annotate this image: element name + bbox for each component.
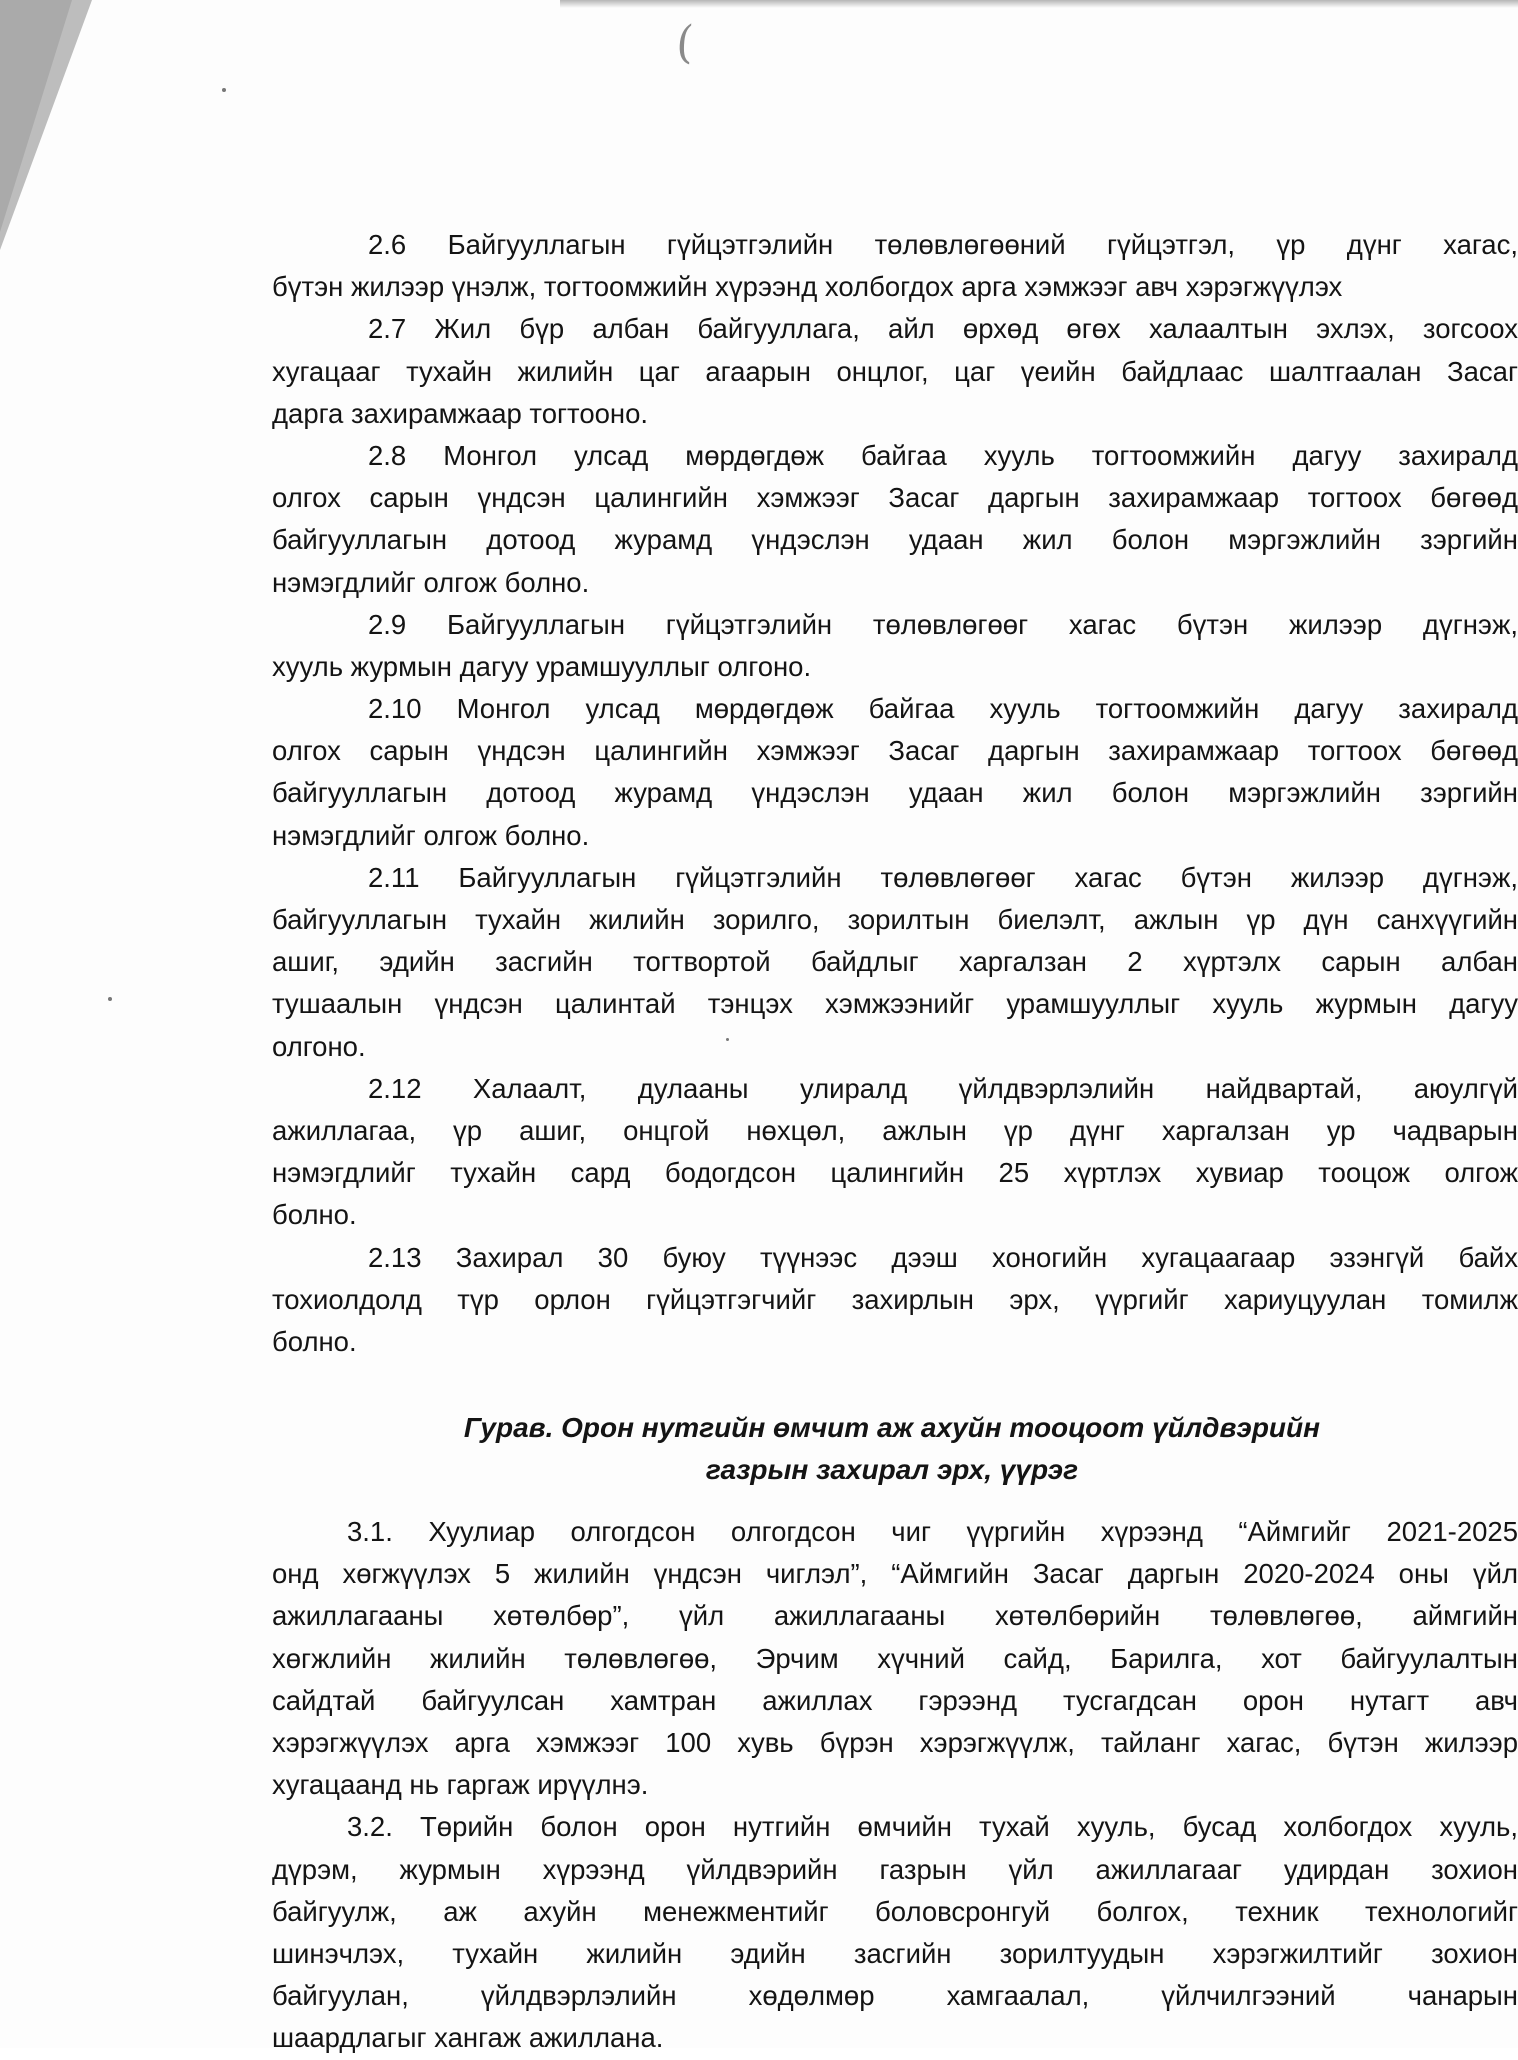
text-line: хөгжлийн жилийн төлөвлөгөө, Эрчим хүчний сайд, Барилга, хот байгуулалтын (272, 1642, 1518, 1674)
paragraph-2-9 (272, 604, 1518, 688)
text-line: ажиллагааны хөтөлбөр”, үйл ажиллагааны хөтөлбөрийн төлөвлөгөө, аймгийн (272, 1600, 1518, 1632)
scan-top-edge (560, 0, 1518, 8)
section-heading (272, 1407, 1518, 1491)
text-line: байгуулан, үйлдвэрлэлийн хөдөлмөр хамгаалал, үйлчилгээний чанарын (272, 1980, 1518, 2012)
text-line: нэмэгдлийг олгож болно. (272, 566, 590, 598)
scan-speck (108, 997, 112, 1001)
text-line: ажиллагаа, үр ашиг, онцгой нөхцөл, ажлын үр дүнг харгалзан ур чадварын (272, 1114, 1518, 1146)
text-line: болно. (272, 1199, 357, 1231)
paragraph-3-1 (272, 1511, 1518, 1806)
text-line: 2.6 Байгууллагын гүйцэтгэлийн төлөвлөгөөний гүйцэтгэл, үр дүнг хагас, (368, 229, 1518, 260)
text-line: нэмэгдлийг олгож болно. (272, 819, 590, 851)
text-line: шинэчлэх, тухайн жилийн эдийн засгийн зорилтуудын хэрэгжилтийг зохион (272, 1937, 1518, 1969)
text-line: тохиолдолд түр орлон гүйцэтгэгчийг захирлын эрх, үүргийг хариуцуулан томилж (272, 1283, 1518, 1315)
text-line: байгууллагын дотоод журамд үндэслэн удаан жил болон мэргэжлийн зэргийн (272, 524, 1518, 556)
text-line: шаардлагыг хангаж ажиллана. (272, 2022, 664, 2054)
text-line: хугацаанд нь гаргаж ирүүлнэ. (272, 1769, 649, 1801)
text-line: болно. (272, 1325, 357, 1357)
pen-mark: ( (672, 17, 697, 70)
paragraph-2-10 (272, 688, 1518, 857)
paragraph-2-8 (272, 435, 1518, 604)
scan-speck (222, 88, 226, 92)
text-line: олгоно. (272, 1030, 366, 1062)
text-line: 2.12 Халаалт, дулааны улиралд үйлдвэрлэлийн найдвартай, аюулгүй (368, 1072, 1518, 1104)
paragraph-3-2 (272, 1806, 1518, 2059)
document-body (272, 224, 1518, 2060)
text-line: дүрэм, журмын хүрээнд үйлдвэрийн газрын үйл ажиллагааг удирдан зохион (272, 1853, 1518, 1885)
text-line: 2.11 Байгууллагын гүйцэтгэлийн төлөвлөгөөг хагас бүтэн жилээр дүгнэж, (368, 861, 1518, 893)
text-line: 3.2. Төрийн болон орон нутгийн өмчийн тухай хууль, бусад холбогдох хууль, (347, 1811, 1518, 1843)
spacer (272, 1363, 1518, 1407)
text-line: дарга захирамжаар тогтооно. (272, 397, 649, 429)
text-line: хугацааг тухайн жилийн цаг агаарын онцлог, цаг үеийн байдлаас шалтгаалан Засаг (272, 355, 1518, 387)
section-heading-line-1: Гурав. Орон нутгийн өмчит аж ахуйн тооцоот үйлдвэрийн (463, 1412, 1321, 1444)
text-line: байгууллагын тухайн жилийн зорилго, зорилтын биелэлт, ажлын үр дүн санхүүгийн (272, 904, 1518, 935)
text-line: тушаалын үндсэн цалинтай тэнцэх хэмжээнийг урамшууллыг хууль журмын дагуу (272, 988, 1518, 1020)
text-line: нэмэгдлийг тухайн сард бодогдсон цалингийн 25 хүртлэх хувиар тооцож олгож (272, 1157, 1518, 1189)
paragraph-2-12 (272, 1068, 1518, 1237)
text-line: 2.13 Захирал 30 буюу түүнээс дээш хоногийн хугацаагаар эзэнгүй байх (368, 1241, 1518, 1273)
paragraph-2-13 (272, 1237, 1518, 1364)
text-line: байгуулж, аж ахуйн менежментийг боловсронгуй болгох, техник технологийг (272, 1895, 1518, 1927)
text-line: хэрэгжүүлэх арга хэмжээг 100 хувь бүрэн хэрэгжүүлж, тайланг хагас, бүтэн жилээр (272, 1727, 1518, 1758)
paragraph-2-11 (272, 857, 1518, 1068)
text-line: 3.1. Хуулиар олгогдсон олгогдсон чиг үүргийн хүрээнд “Аймгийг 2021-2025 (347, 1516, 1518, 1548)
paragraph-2-7 (272, 308, 1518, 435)
text-line: 2.10 Монгол улсад мөрдөгдөж байгаа хууль тогтоомжийн дагуу захиралд (368, 693, 1518, 725)
text-line: ашиг, эдийн засгийн тогтвортой байдлыг харгалзан 2 хүртэлх сарын албан (272, 946, 1518, 978)
text-line: онд хөгжүүлэх 5 жилийн үндсэн чиглэл”, “Аймгийн Засаг даргын 2020-2024 оны үйл (272, 1558, 1518, 1590)
paragraph-2-6 (272, 224, 1518, 308)
text-line: бүтэн жилээр үнэлж, тогтоомжийн хүрээнд холбогдох арга хэмжээг авч хэрэгжүүлэх (272, 271, 1343, 303)
text-line: 2.8 Монгол улсад мөрдөгдөж байгаа хууль тогтоомжийн дагуу захиралд (368, 439, 1518, 471)
text-line: 2.9 Байгууллагын гүйцэтгэлийн төлөвлөгөөг хагас бүтэн жилээр дүгнэж, (368, 608, 1518, 640)
folded-corner-shadow (0, 0, 72, 232)
text-line: сайдтай байгуулсан хамтран ажиллах гэрээнд тусгагдсан орон нутагт авч (272, 1684, 1518, 1716)
text-line: байгууллагын дотоод журамд үндэслэн удаан жил болон мэргэжлийн зэргийн (272, 777, 1518, 809)
text-line: хууль журмын дагуу урамшууллыг олгоно. (272, 650, 812, 682)
section-heading-line-2: газрын захирал эрх, үүрэг (705, 1454, 1079, 1486)
text-line: олгох сарын үндсэн цалингийн хэмжээг Засаг даргын захирамжаар тогтоох бөгөөд (272, 482, 1518, 514)
text-line: 2.7 Жил бүр албан байгууллага, айл өрхөд өгөх халаалтын эхлэх, зогсоох (368, 313, 1518, 345)
text-line: олгох сарын үндсэн цалингийн хэмжээг Засаг даргын захирамжаар тогтоох бөгөөд (272, 735, 1518, 767)
spacer (272, 1491, 1518, 1511)
